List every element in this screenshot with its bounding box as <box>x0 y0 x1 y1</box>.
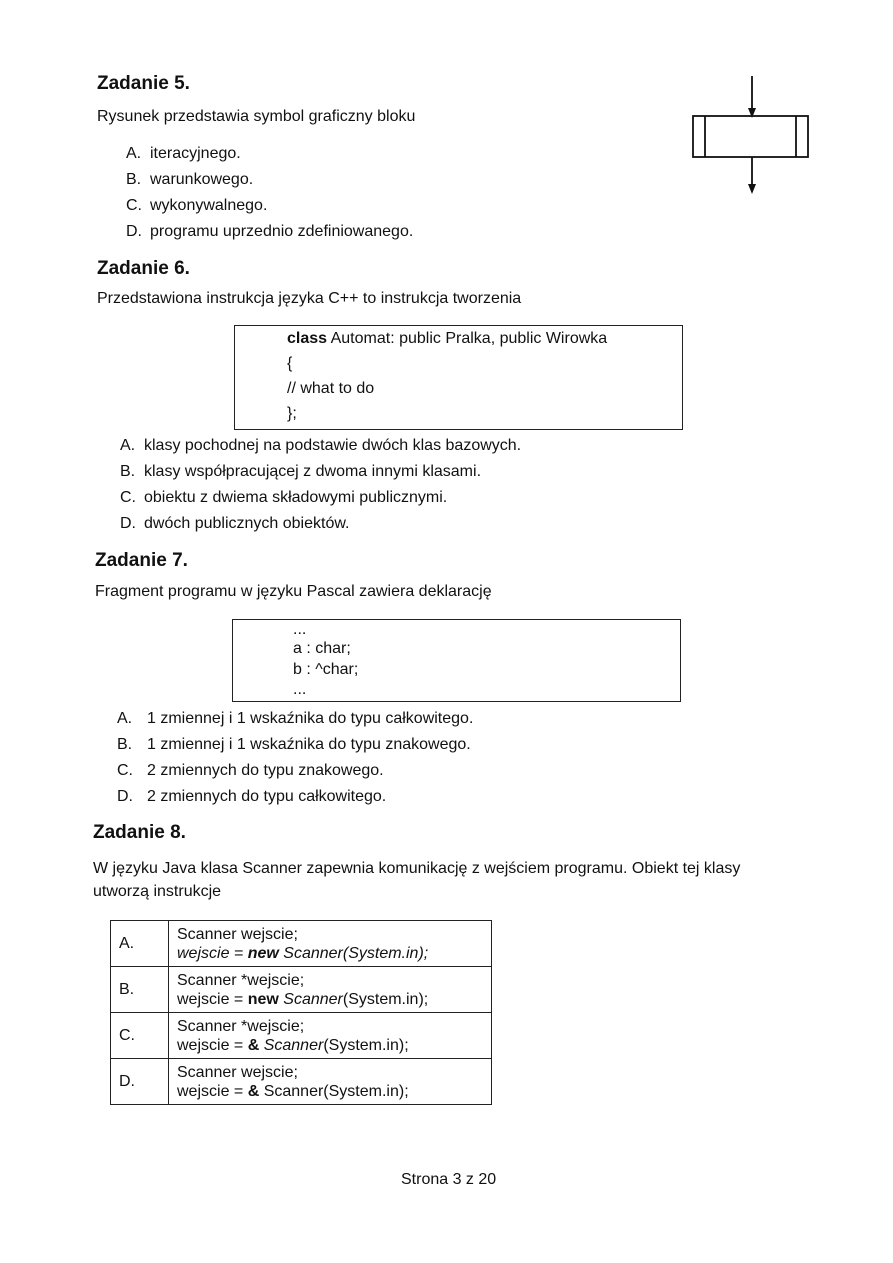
option-text: programu uprzednio zdefiniowanego. <box>150 223 414 240</box>
code-class-name: Scanner <box>278 990 343 1008</box>
z8-question-line-2: utworzą instrukcje <box>93 883 222 900</box>
answer-letter: A. <box>111 921 169 967</box>
option-letter: C. <box>117 762 133 779</box>
answer-letter: D. <box>111 1059 169 1105</box>
code-keyword: class <box>287 330 328 347</box>
answer-row-b <box>111 967 492 1013</box>
code-part: wejscie = <box>177 1082 248 1100</box>
option-letter: B. <box>126 171 142 188</box>
answer-code-line-2 <box>177 944 485 963</box>
code-part: wejscie = <box>177 1036 248 1054</box>
code-class-name: Scanner <box>259 1036 324 1054</box>
z8-title: Zadanie 8. <box>93 822 186 843</box>
code-line-1-rest: Automat: public Pralka, public Wirowka <box>327 330 608 347</box>
code-keyword: & <box>247 1036 260 1054</box>
z5-option-c <box>126 197 267 215</box>
z6-question: Przedstawiona instrukcja języka C++ to instrukcja tworzenia <box>97 290 522 307</box>
code-line-3: // what to do <box>287 380 375 397</box>
z5-option-d <box>126 223 413 241</box>
answer-letter: C. <box>111 1013 169 1059</box>
z6-option-d <box>120 515 349 533</box>
process-box <box>693 116 808 157</box>
code-part: Scanner(System.in); <box>278 944 429 962</box>
code-line-2: a : char; <box>293 640 351 657</box>
answer-code <box>169 921 492 967</box>
z6-option-a <box>120 437 521 455</box>
arrow-head-out <box>748 184 756 194</box>
z5-title: Zadanie 5. <box>97 73 190 94</box>
option-text: klasy pochodnej na podstawie dwóch klas bazowych. <box>144 437 522 454</box>
code-line-1: ... <box>293 621 307 638</box>
option-letter: A. <box>117 710 133 727</box>
option-text: wykonywalnego. <box>150 197 268 214</box>
answer-code-line-1: Scanner *wejscie; <box>177 1017 305 1035</box>
answer-row-a <box>111 921 492 967</box>
answer-code <box>169 967 492 1013</box>
code-keyword: new <box>247 944 279 962</box>
z5-question: Rysunek przedstawia symbol graficzny bloku <box>97 108 416 125</box>
z5-option-b <box>126 171 253 189</box>
option-text: 1 zmiennej i 1 wskaźnika do typu całkowitego. <box>147 710 474 727</box>
option-letter: A. <box>120 437 136 454</box>
z7-option-b <box>117 736 471 754</box>
code-line-4: }; <box>287 405 297 422</box>
z8-question-line-1: W języku Java klasa Scanner zapewnia komunikację z wejściem programu. Obiekt tej klasy <box>93 860 741 877</box>
answer-code <box>169 1059 492 1105</box>
code-line-2: { <box>287 355 293 372</box>
option-letter: B. <box>120 463 136 480</box>
option-text: 1 zmiennej i 1 wskaźnika do typu znakowego. <box>147 736 471 753</box>
answer-code-line-1: Scanner wejscie; <box>177 1063 298 1081</box>
z7-option-d <box>117 788 386 806</box>
answer-code-line-1: Scanner wejscie; <box>177 925 298 943</box>
option-letter: D. <box>120 515 136 532</box>
z6-title: Zadanie 6. <box>97 258 190 279</box>
answer-code-line-2 <box>177 1082 485 1101</box>
z6-option-b <box>120 463 481 481</box>
page-number: Strona 3 z 20 <box>401 1171 497 1188</box>
answer-row-d <box>111 1059 492 1105</box>
code-part: wejscie = <box>177 944 248 962</box>
answer-row-c <box>111 1013 492 1059</box>
code-part: wejscie = <box>177 990 248 1008</box>
option-letter: D. <box>126 223 142 240</box>
z5-option-a <box>126 145 241 163</box>
z6-option-c <box>120 489 447 507</box>
answer-code-line-2 <box>177 1036 485 1055</box>
option-letter: A. <box>126 145 142 162</box>
code-keyword: new <box>247 990 279 1008</box>
option-letter: C. <box>120 489 136 506</box>
cpp-code-box <box>234 325 683 430</box>
answer-code <box>169 1013 492 1059</box>
option-text: iteracyjnego. <box>150 145 241 162</box>
z7-option-c <box>117 762 384 780</box>
answer-letter: B. <box>111 967 169 1013</box>
option-text: dwóch publicznych obiektów. <box>144 515 350 532</box>
predefined-process-symbol <box>690 72 815 197</box>
z7-title: Zadanie 7. <box>95 550 188 571</box>
answer-code-line-2 <box>177 990 485 1009</box>
code-keyword: & <box>247 1082 260 1100</box>
answer-code-line-1: Scanner *wejscie; <box>177 971 305 989</box>
code-part: Scanner(System.in); <box>259 1082 409 1100</box>
code-part: (System.in); <box>323 1036 409 1054</box>
code-part: (System.in); <box>342 990 429 1008</box>
z8-answer-table <box>110 920 492 1105</box>
pascal-code-box <box>232 619 681 702</box>
z7-option-a <box>117 710 473 728</box>
option-letter: C. <box>126 197 142 214</box>
option-letter: B. <box>117 736 133 753</box>
option-text: warunkowego. <box>150 171 254 188</box>
option-text: klasy współpracującej z dwoma innymi klasami. <box>144 463 482 480</box>
code-line-4: ... <box>293 681 307 698</box>
option-text: 2 zmiennych do typu całkowitego. <box>147 788 387 805</box>
code-line-3: b : ^char; <box>293 661 359 678</box>
option-text: 2 zmiennych do typu znakowego. <box>147 762 384 779</box>
code-line-1 <box>287 326 607 352</box>
z7-question: Fragment programu w języku Pascal zawiera deklarację <box>95 583 492 600</box>
option-letter: D. <box>117 788 133 805</box>
option-text: obiektu z dwiema składowymi publicznymi. <box>144 489 448 506</box>
